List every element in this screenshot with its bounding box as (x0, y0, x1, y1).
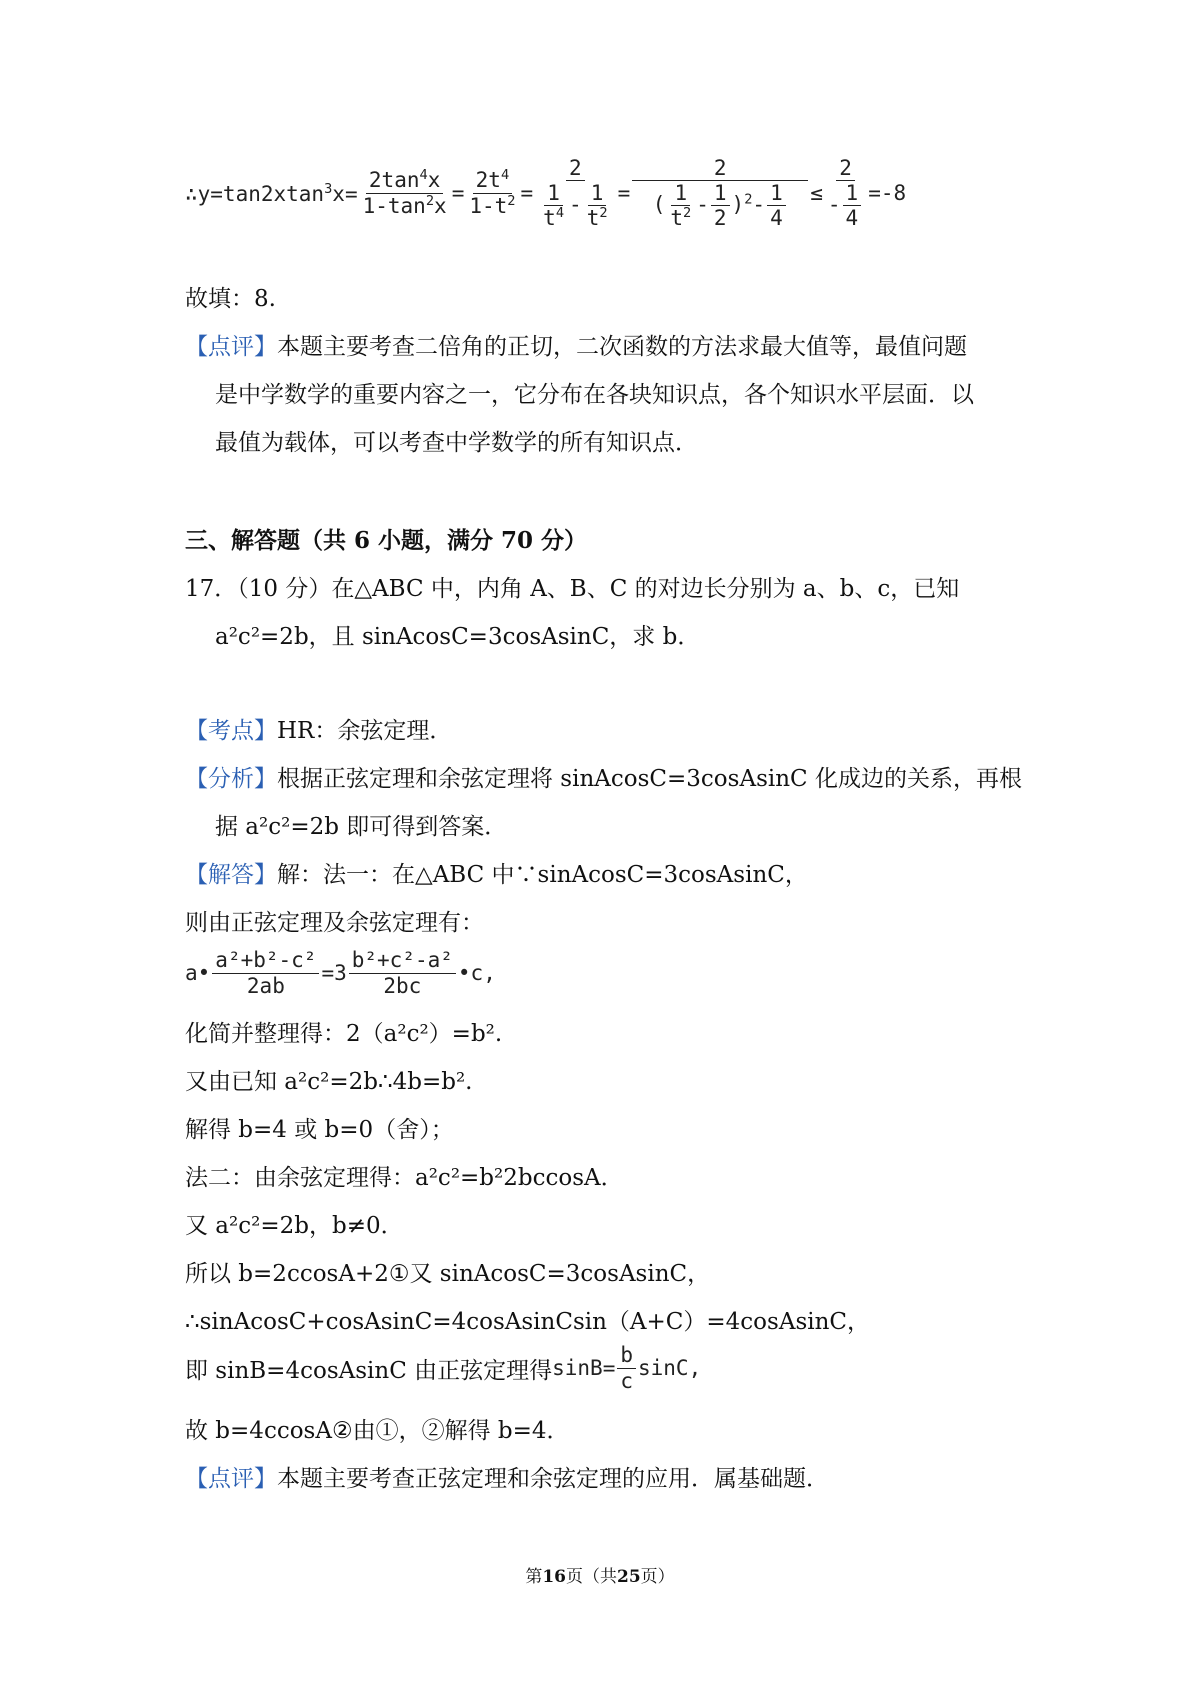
comment1-line1: 【点评】本题主要考查二倍角的正切，二次函数的方法求最大值等，最值问题 (185, 334, 967, 360)
fenxi-line2: 据 a²c²=2b 即可得到答案． (215, 814, 508, 840)
q17-line1: 17．（10 分）在△ABC 中，内角 A、B、C 的对边长分别为 a、b、c，已知 (185, 576, 960, 602)
comment1-line2: 是中学数学的重要内容之一，它分布在各块知识点，各个知识水平层面．以 (215, 382, 974, 408)
formula-sinb: sinB= $\frac{b}{c}$ sinC, (552, 1343, 702, 1393)
formula-result: =-8 (868, 181, 907, 205)
fraction-5: 2 - $\frac{1}{4}$ (825, 156, 866, 230)
fenxi-line1: 【分析】根据正弦定理和余弦定理将 sinAcosC=3cosAsinC 化成边的关系，再根 (185, 766, 1022, 792)
jieda-line5: 又由已知 a²c²=2b∴4b=b². (185, 1069, 473, 1095)
jieda-line4: 化简并整理得：2（a²c²）=b². (185, 1021, 503, 1047)
jieda-line12: 故 b=4ccosA②由①，②解得 b=4． (185, 1418, 570, 1444)
fraction-1: $\frac{2\tan^4x}{1-\tan^2x}$ (362, 167, 447, 218)
q17-line2: a²c²=2b，且 sinAcosC=3cosAsinC，求 b． (215, 624, 701, 650)
fraction-4: 2 ( $\frac{1}{t^2}$ - $\frac{1}{2}$ )$^2$- $\frac{1}{4}$ (632, 156, 808, 230)
formula-cosine: a• $\frac{\text{a²+b²-c²}}{2ab}$ =3 $\frac{\text{b²+c²-a²}}{2bc}$ •c, (185, 948, 496, 998)
comment2: 【点评】本题主要考查正弦定理和余弦定理的应用．属基础题． (185, 1466, 829, 1492)
fenxi-tag: 【分析】 (185, 766, 277, 792)
formula-prefix: ∴y=tan2xtan$^3$x= (185, 180, 358, 206)
jieda-tag: 【解答】 (185, 862, 277, 888)
jieda-line9: 所以 b=2ccosA+2①又 sinAcosC=3cosAsinC， (185, 1261, 711, 1287)
comment1-line3: 最值为载体，可以考查中学数学的所有知识点． (215, 430, 698, 456)
page-footer: 第16页（共25页） (525, 1567, 675, 1587)
jieda-line6: 解得 b=4 或 b=0（舍）； (185, 1117, 454, 1143)
formula-tan-max: ∴y=tan2xtan$^3$x= $\frac{2\tan^4x}{1-\tan^2x}$ = $\frac{2t^4}{1-t^2}$ = 2 $\frac{1}{t^4}$ - $\frac{1}{t^2}$ = 2 ( $\frac{1}{t^2}$ - $\frac{1}{2}$ )$^2$- $\frac{1}{4}$ ≤ 2 - $\frac{1}{4}$ =-8 (185, 155, 907, 231)
kaodian-tag: 【考点】 (185, 718, 277, 744)
section-title: 三、解答题（共 6 小题，满分 70 分） (185, 527, 588, 554)
jieda-line1: 【解答】解：法一：在△ABC 中∵sinAcosC=3cosAsinC， (185, 862, 808, 888)
jieda-line8: 又 a²c²=2b，b≠0． (185, 1213, 404, 1239)
kaodian: 【考点】HR：余弦定理． (185, 718, 453, 744)
comment2-tag: 【点评】 (185, 1466, 277, 1492)
fraction-3: 2 $\frac{1}{t^4}$ - $\frac{1}{t^2}$ (543, 155, 608, 231)
jieda-line11: 即 sinB=4cosAsinC 由正弦定理得 sinB= $\frac{b}{c}$ sinC, (185, 1343, 702, 1393)
jieda-line10: ∴sinAcosC+cosAsinC=4cosAsinCsin（A+C）=4cosAsinC， (185, 1309, 871, 1335)
jieda-line7: 法二：由余弦定理得：a²c²=b²2bccosA． (185, 1165, 624, 1191)
jieda-line2: 则由正弦定理及余弦定理有： (185, 910, 484, 936)
comment-tag: 【点评】 (185, 334, 277, 360)
fill-answer: 故填：8. (185, 286, 276, 312)
fraction-2: $\frac{2t^4}{1-t^2}$ (469, 167, 516, 218)
